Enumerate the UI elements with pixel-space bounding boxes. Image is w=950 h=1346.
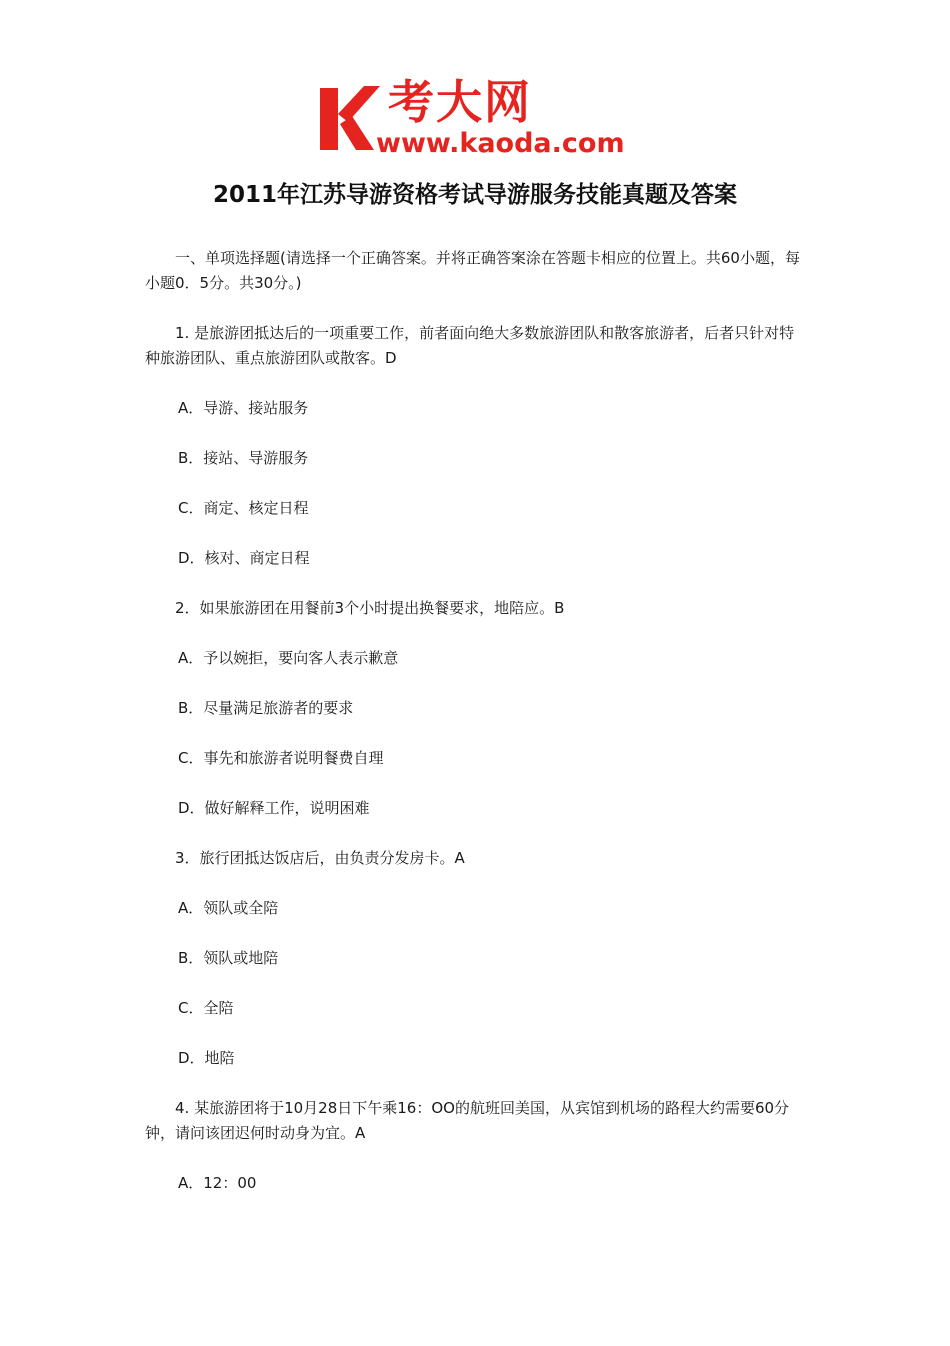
question-4-stem: 4. 某旅游团将于10月28日下午乘16：OO的航班回美国，从宾馆到机场的路程大约需要60分钟，请问该团迟何时动身为宜。A xyxy=(145,1099,790,1142)
question-4-option-a: A．12：00 xyxy=(178,1174,257,1192)
question-2-option-c: C．事先和旅游者说明餐费自理 xyxy=(178,749,384,767)
question-2-option-a: A．予以婉拒，要向客人表示歉意 xyxy=(178,649,399,667)
question-1-option-b: B．接站、导游服务 xyxy=(178,449,309,467)
question-3-option-c: C．全陪 xyxy=(178,999,234,1017)
kaoda-logo xyxy=(318,75,640,160)
question-2-option-d: D．做好解释工作，说明困难 xyxy=(178,799,370,817)
question-3-option-a: A．领队或全陪 xyxy=(178,899,279,917)
section-intro: 一、单项选择题(请选择一个正确答案。并将正确答案涂在答题卡相应的位置上。共60小题，每小题0．5分。共30分。) xyxy=(145,249,800,292)
k-logo-icon xyxy=(318,84,380,154)
question-3-option-b: B．领队或地陪 xyxy=(178,949,279,967)
logo-chinese-name: 考大网 xyxy=(388,75,532,129)
question-1-option-a: A．导游、接站服务 xyxy=(178,399,309,417)
question-3-option-d: D．地陪 xyxy=(178,1049,235,1067)
logo-url: www.kaoda.com xyxy=(376,128,625,159)
question-2-option-b: B．尽量满足旅游者的要求 xyxy=(178,699,354,717)
page-title: 2011年江苏导游资格考试导游服务技能真题及答案 xyxy=(212,182,737,208)
question-2-stem: 2．如果旅游团在用餐前3个小时提出换餐要求，地陪应。B xyxy=(175,599,565,617)
question-1-stem: 1. 是旅游团抵达后的一项重要工作，前者面向绝大多数旅游团队和散客旅游者，后者只针对特种旅游团队、重点旅游团队或散客。D xyxy=(145,324,795,367)
question-1-option-d: D．核对、商定日程 xyxy=(178,549,310,567)
question-3-stem: 3．旅行团抵达饭店后，由负责分发房卡。A xyxy=(175,849,465,867)
question-1-option-c: C．商定、核定日程 xyxy=(178,499,309,517)
